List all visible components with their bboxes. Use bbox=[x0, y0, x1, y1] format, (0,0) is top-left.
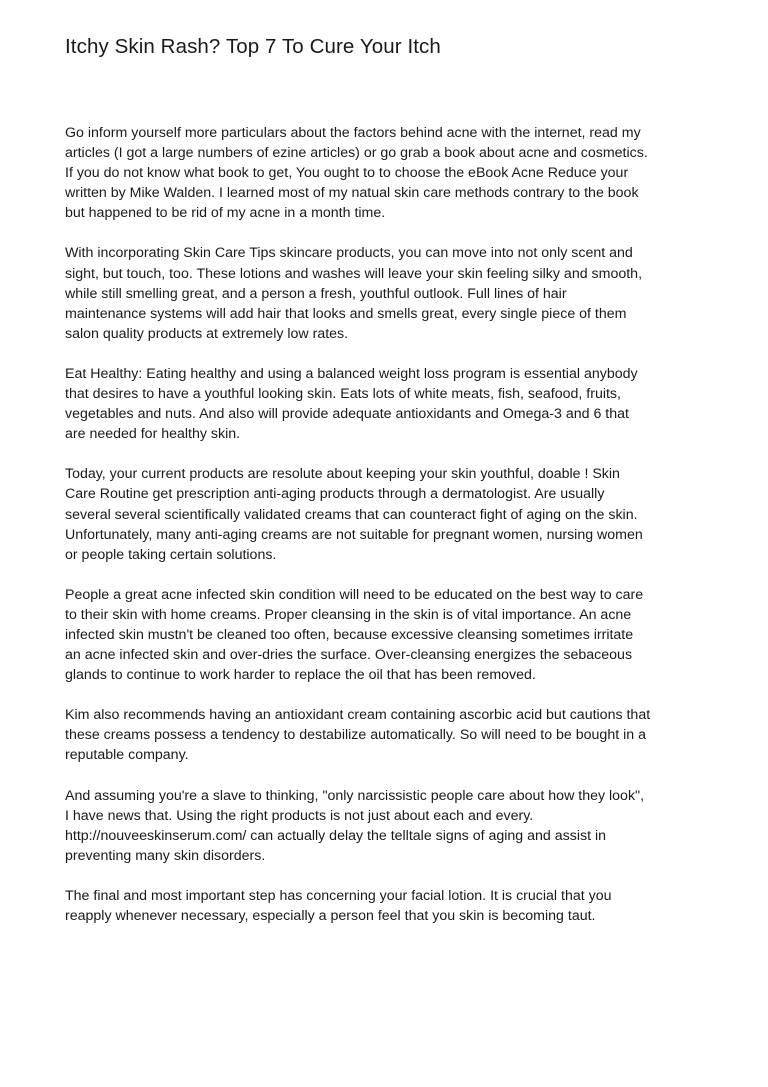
text-line: I have news that. Using the right products is not just about each and every. bbox=[65, 807, 534, 824]
text-line: or people taking certain solutions. bbox=[65, 546, 277, 563]
document-title: Itchy Skin Rash? Top 7 To Cure Your Itch bbox=[65, 35, 441, 58]
text-line: but happened to be rid of my acne in a month time. bbox=[65, 205, 386, 222]
paragraph-5 bbox=[65, 585, 705, 685]
text-line: several several scientifically validated creams that can counteract fight of aging on the skin. bbox=[65, 506, 638, 523]
paragraph-3 bbox=[65, 364, 705, 444]
text-line: preventing many skin disorders. bbox=[65, 847, 266, 864]
text-line: And assuming you're a slave to thinking, "only narcissistic people care about how they look", bbox=[65, 787, 645, 804]
document-body bbox=[65, 123, 705, 946]
text-line: while still smelling great, and a person a fresh, youthful outlook. Full lines of hair bbox=[65, 285, 567, 302]
paragraph-4 bbox=[65, 464, 705, 564]
text-line: infected skin mustn't be cleaned too often, because excessive cleansing sometimes irritate bbox=[65, 626, 634, 643]
text-line: written by Mike Walden. I learned most of my natual skin care methods contrary to the book bbox=[65, 185, 639, 202]
paragraph-7 bbox=[65, 786, 705, 866]
text-line: vegetables and nuts. And also will provide adequate antioxidants and Omega-3 and 6 that bbox=[65, 406, 629, 423]
text-line: reapply whenever necessary, especially a person feel that you skin is becoming taut. bbox=[65, 908, 596, 924]
text-line: these creams possess a tendency to destabilize automatically. So will need to be bought in a bbox=[65, 727, 646, 744]
text-line: articles (I got a large numbers of ezine articles) or go grab a book about acne and cosmetics. bbox=[65, 145, 648, 162]
text-line: to their skin with home creams. Proper cleansing in the skin is of vital importance. An acne bbox=[65, 606, 632, 623]
text-line: If you do not know what book to get, You ought to to choose the eBook Acne Reduce your bbox=[65, 165, 629, 182]
text-line: sight, but touch, too. These lotions and washes will leave your skin feeling silky and smooth, bbox=[65, 265, 643, 282]
text-line: glands to continue to work harder to replace the oil that has been removed. bbox=[65, 667, 536, 684]
text-line: The final and most important step has concerning your facial lotion. It is crucial that you bbox=[65, 887, 612, 904]
text-line: Eat Healthy: Eating healthy and using a balanced weight loss program is essential anybody bbox=[65, 365, 638, 382]
text-line: Today, your current products are resolute about keeping your skin youthful, doable ! Skin bbox=[65, 466, 620, 483]
paragraph-8 bbox=[65, 886, 705, 926]
text-line: that desires to have a youthful looking skin. Eats lots of white meats, fish, seafood, fruits, bbox=[65, 386, 621, 403]
paragraph-2 bbox=[65, 243, 705, 343]
text-line: People a great acne infected skin condition will need to be educated on the best way to care bbox=[65, 586, 644, 603]
text-line: maintenance systems will add hair that looks and smells great, every single piece of them bbox=[65, 305, 627, 322]
text-line: an acne infected skin and over-dries the surface. Over-cleansing energizes the sebaceous bbox=[65, 647, 633, 664]
text-line: are needed for healthy skin. bbox=[65, 426, 241, 443]
text-line: With incorporating Skin Care Tips skincare products, you can move into not only scent and bbox=[65, 245, 633, 262]
text-line: http://nouveeskinserum.com/ can actually delay the telltale signs of aging and assist in bbox=[65, 827, 607, 844]
text-line: reputable company. bbox=[65, 747, 189, 764]
paragraph-1 bbox=[65, 123, 705, 223]
text-line: Care Routine get prescription anti-aging products through a dermatologist. Are usually bbox=[65, 486, 605, 503]
text-line: Unfortunately, many anti-aging creams are not suitable for pregnant women, nursing women bbox=[65, 526, 643, 543]
text-line: Go inform yourself more particulars about the factors behind acne with the internet, read my bbox=[65, 125, 641, 141]
text-line: salon quality products at extremely low rates. bbox=[65, 325, 349, 342]
paragraph-6 bbox=[65, 705, 705, 765]
text-line: Kim also recommends having an antioxidant cream containing ascorbic acid but cautions that bbox=[65, 707, 651, 724]
